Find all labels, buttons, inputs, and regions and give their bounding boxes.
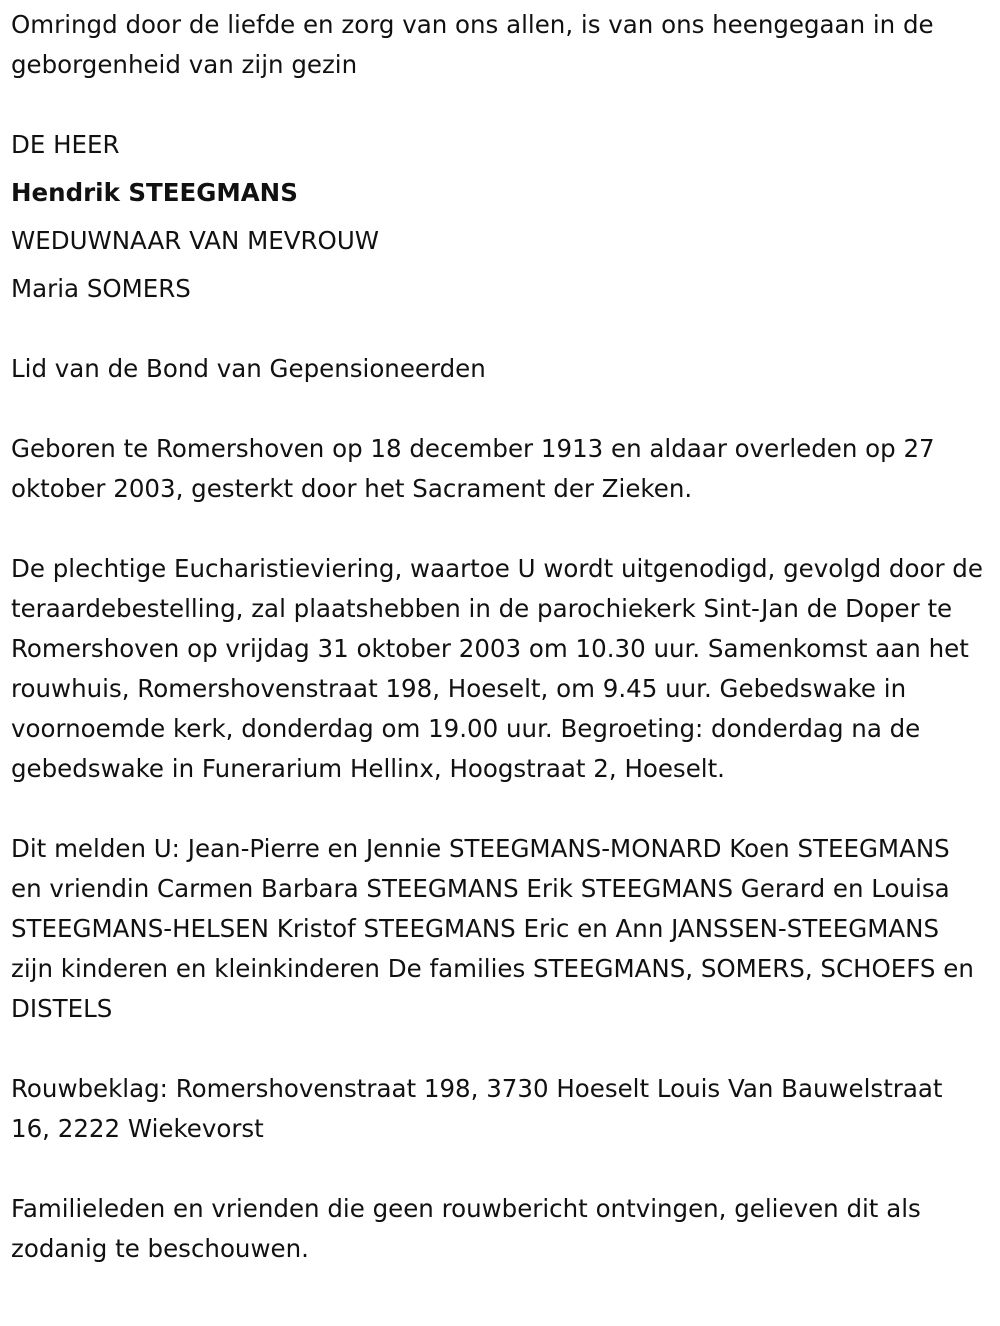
membership-line: Lid van de Bond van Gepensioneerden [11, 354, 486, 383]
condolence-address: Rouwbeklag: Romershovenstraat 198, 3730 Hoeselt Louis Van Bauwelstraat 16, 2222 Wiekevorst [11, 1074, 943, 1143]
family-paragraph: Dit melden U: Jean-Pierre en Jennie STEEGMANS-MONARD Koen STEEGMANS en vriendin Carmen Barbara STEEGMANS Erik STEEGMANS Gerard en Louisa STEEGMANS-HELSEN Kristof STEEGMANS Eric en Ann JANSSEN-STEEGMANS zijn kinderen en kleinkinderen De families STEEGMANS, SOMERS, SCHOEFS en DISTELS [11, 834, 974, 1023]
birth-death-paragraph: Geboren te Romershoven op 18 december 1913 en aldaar overleden op 27 oktober 2003, gesterkt door het Sacrament der Zieken. [11, 434, 935, 503]
deceased-name: Hendrik STEEGMANS [11, 178, 298, 207]
honorific-title: DE HEER [11, 130, 120, 159]
obituary-document [11, 5, 986, 1269]
intro-paragraph: Omringd door de liefde en zorg van ons allen, is van ons heengegaan in de geborgenheid van zijn gezin [11, 10, 934, 79]
widower-label: WEDUWNAAR VAN MEVROUW [11, 226, 379, 255]
closing-paragraph: Familieleden en vrienden die geen rouwbericht ontvingen, gelieven dit als zodanig te beschouwen. [11, 1194, 921, 1263]
spouse-name: Maria SOMERS [11, 274, 191, 303]
ceremony-paragraph: De plechtige Eucharistieviering, waartoe U wordt uitgenodigd, gevolgd door de teraardebestelling, zal plaatshebben in de parochiekerk Sint-Jan de Doper te Romershoven op vrijdag 31 oktober 2003 om 10.30 uur. Samenkomst aan het rouwhuis, Romershovenstraat 198, Hoeselt, om 9.45 uur. Gebedswake in voornoemde kerk, donderdag om 19.00 uur. Begroeting: donderdag na de gebedswake in Funerarium Hellinx, Hoogstraat 2, Hoeselt. [11, 554, 983, 783]
